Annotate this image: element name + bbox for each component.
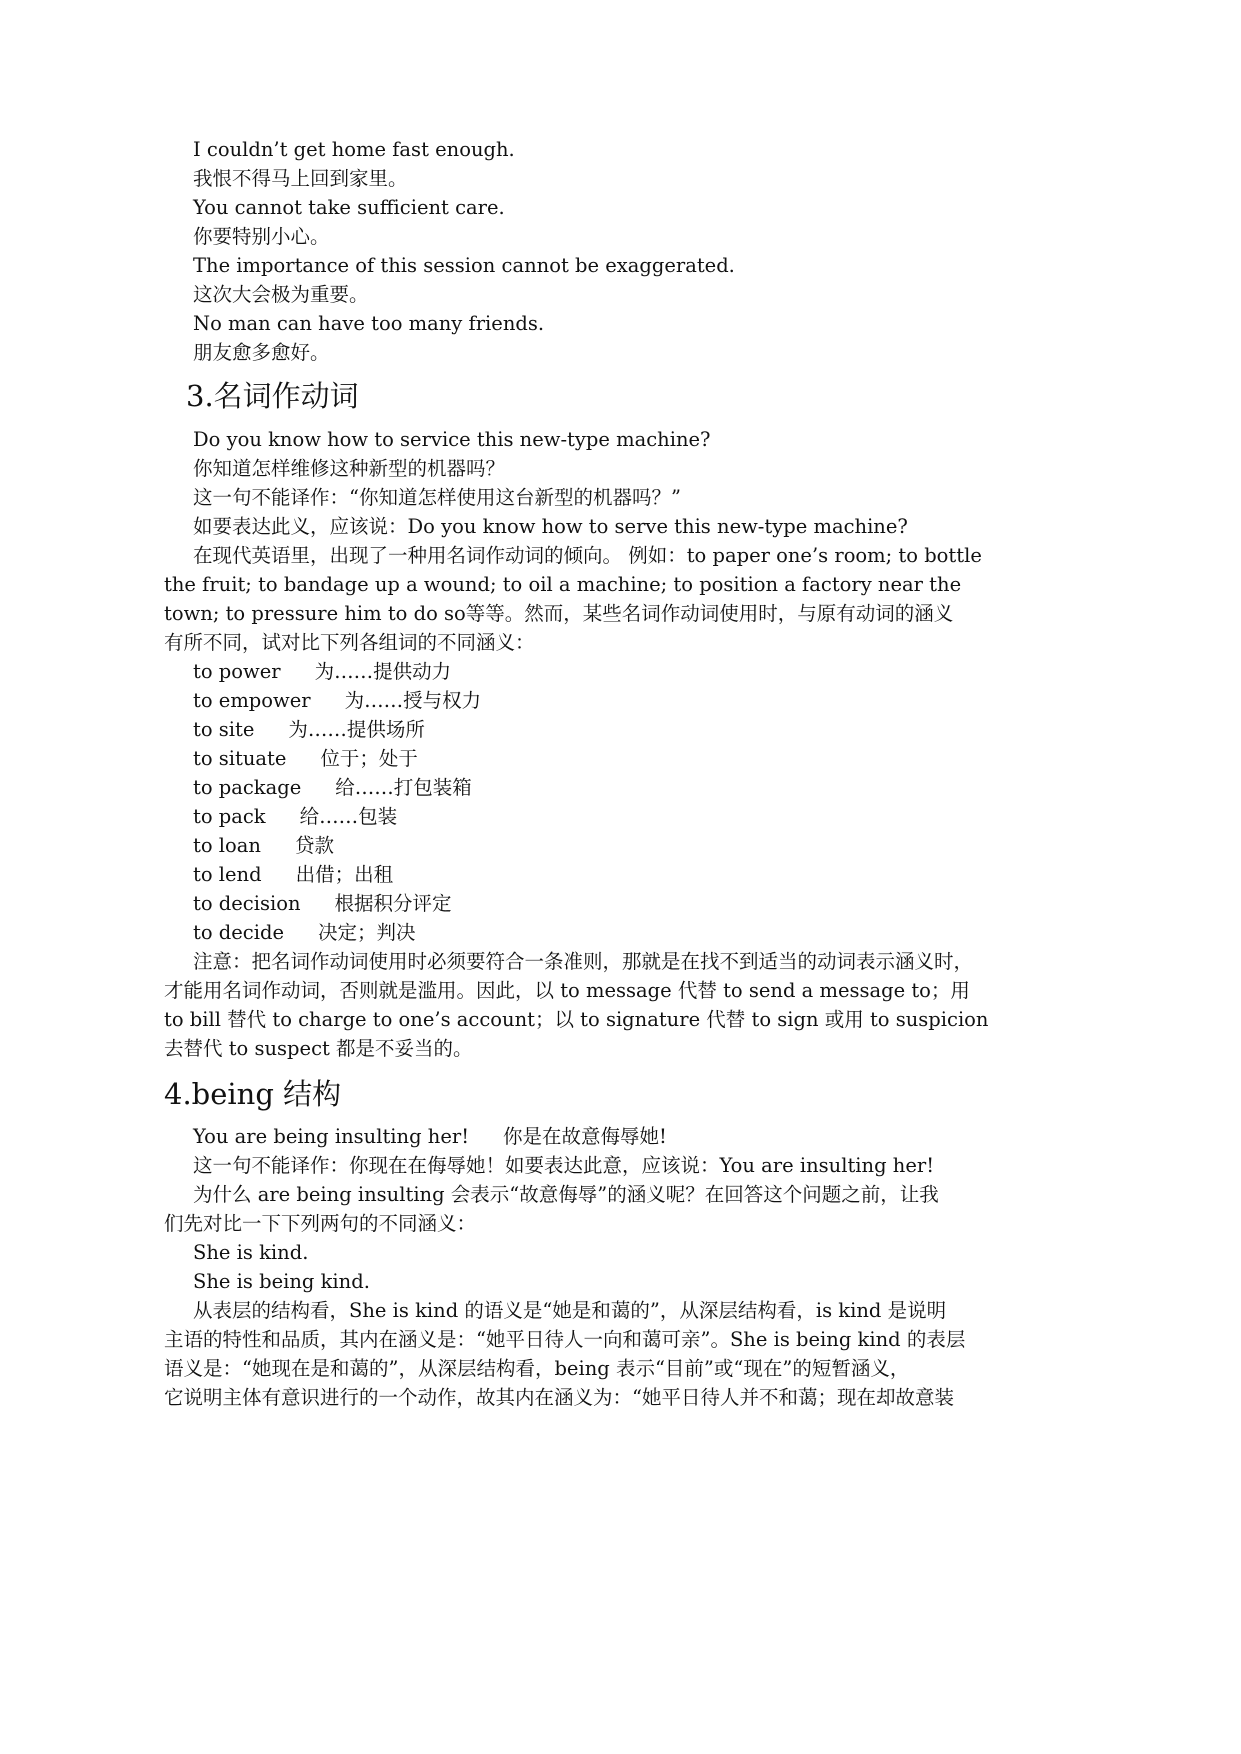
pair-zh: 为……提供场所 <box>288 718 425 741</box>
pair-row <box>193 917 416 949</box>
sec4-line-9: 它说明主体有意识进行的一个动作，故其内在涵义为：“她平日待人并不和蔼；现在却故意装 <box>164 1386 954 1409</box>
section-heading-4: 4.being 结构 <box>164 1077 342 1111</box>
pair-row <box>193 888 452 920</box>
pair-en: to decision <box>193 892 301 915</box>
sec4-line-1: 这一句不能译作：你现在在侮辱她！如要表达此意，应该说：You are insulting her! <box>193 1154 935 1177</box>
example-zh-1: 我恨不得马上回到家里。 <box>193 167 408 190</box>
pair-en: to power <box>193 660 281 683</box>
pair-row <box>193 830 334 862</box>
sec3-para-line-1: 在现代英语里，出现了一种用名词作动词的倾向。 例如：to paper one’s room; to bottle <box>193 544 982 567</box>
sec3-para-line-3: town; to pressure him to do so等等。然而，某些名词作动词使用时，与原有动词的涵义 <box>164 602 954 625</box>
pair-zh: 决定；判决 <box>317 921 416 944</box>
sec4-line-3: 们先对比一下下列两句的不同涵义： <box>164 1212 477 1235</box>
sec4-example-zh: 你是在故意侮辱她! <box>503 1125 667 1148</box>
pair-zh: 给……包装 <box>299 805 398 828</box>
pair-zh: 位于；处于 <box>320 747 418 770</box>
example-zh-4: 朋友愈多愈好。 <box>193 341 330 364</box>
pair-row <box>193 685 481 717</box>
example-en-1: I couldn’t get home fast enough. <box>193 138 515 161</box>
sec4-example <box>193 1121 667 1153</box>
sec3-line-2: 你知道怎样维修这种新型的机器吗？ <box>193 457 506 480</box>
pair-row <box>193 714 425 746</box>
note-line-2: 才能用名词作动词，否则就是滥用。因此，以 to message 代替 to send a message to；用 <box>164 979 970 1002</box>
pair-row <box>193 656 451 688</box>
pair-en: to pack <box>193 805 266 828</box>
pair-row <box>193 743 418 775</box>
sec4-line-5: She is being kind. <box>193 1270 370 1293</box>
pair-zh: 根据积分评定 <box>334 892 452 915</box>
note-line-1: 注意：把名词作动词使用时必须要符合一条准则，那就是在找不到适当的动词表示涵义时， <box>193 950 974 973</box>
pair-en: to empower <box>193 689 311 712</box>
note-line-3: to bill 替代 to charge to one’s account；以 to signature 代替 to sign 或用 to suspicion <box>164 1008 989 1031</box>
example-zh-3: 这次大会极为重要。 <box>193 283 369 306</box>
sec4-line-4: She is kind. <box>193 1241 309 1264</box>
section-heading-3: 3.名词作动词 <box>186 379 359 413</box>
example-zh-2: 你要特别小心。 <box>193 225 330 248</box>
sec4-line-6: 从表层的结构看，She is kind 的语义是“她是和蔼的”，从深层结构看，is kind 是说明 <box>193 1299 947 1322</box>
pair-row <box>193 859 393 891</box>
note-line-4: 去替代 to suspect 都是不妥当的。 <box>164 1037 473 1060</box>
sec3-para-line-2: the fruit; to bandage up a wound; to oil a machine; to position a factory near the <box>164 573 962 596</box>
pair-zh: 出借；出租 <box>295 863 394 886</box>
sec4-example-en: You are being insulting her! <box>193 1125 470 1148</box>
pair-zh: 为……提供动力 <box>314 660 452 683</box>
pair-en: to site <box>193 718 255 741</box>
pair-zh: 为……授与权力 <box>344 689 482 712</box>
pair-zh: 贷款 <box>294 834 334 857</box>
sec4-line-7: 主语的特性和品质，其内在涵义是：“她平日待人一向和蔼可亲”。She is being kind 的表层 <box>164 1328 966 1351</box>
pair-row <box>193 801 397 833</box>
pair-en: to situate <box>193 747 287 770</box>
pair-zh: 给……打包装箱 <box>335 776 472 799</box>
sec3-para-line-4: 有所不同，试对比下列各组词的不同涵义： <box>164 631 535 654</box>
sec4-line-8: 语义是：“她现在是和蔼的”，从深层结构看，being 表示“目前”或“现在”的短暂涵义， <box>164 1357 910 1380</box>
example-en-4: No man can have too many friends. <box>193 312 545 335</box>
sec3-line-3: 这一句不能译作：“你知道怎样使用这台新型的机器吗？” <box>193 486 681 509</box>
example-en-2: You cannot take sufficient care. <box>193 196 505 219</box>
pair-en: to package <box>193 776 302 799</box>
sec4-line-2: 为什么 are being insulting 会表示“故意侮辱”的涵义呢？在回答这个问题之前，让我 <box>193 1183 939 1206</box>
pair-en: to decide <box>193 921 284 944</box>
example-en-3: The importance of this session cannot be exaggerated. <box>193 254 735 277</box>
sec3-line-4: 如要表达此义，应该说：Do you know how to serve this new-type machine? <box>193 515 908 538</box>
sec3-line-1: Do you know how to service this new-type machine? <box>193 428 711 451</box>
pair-en: to loan <box>193 834 261 857</box>
pair-en: to lend <box>193 863 262 886</box>
pair-row <box>193 772 472 804</box>
